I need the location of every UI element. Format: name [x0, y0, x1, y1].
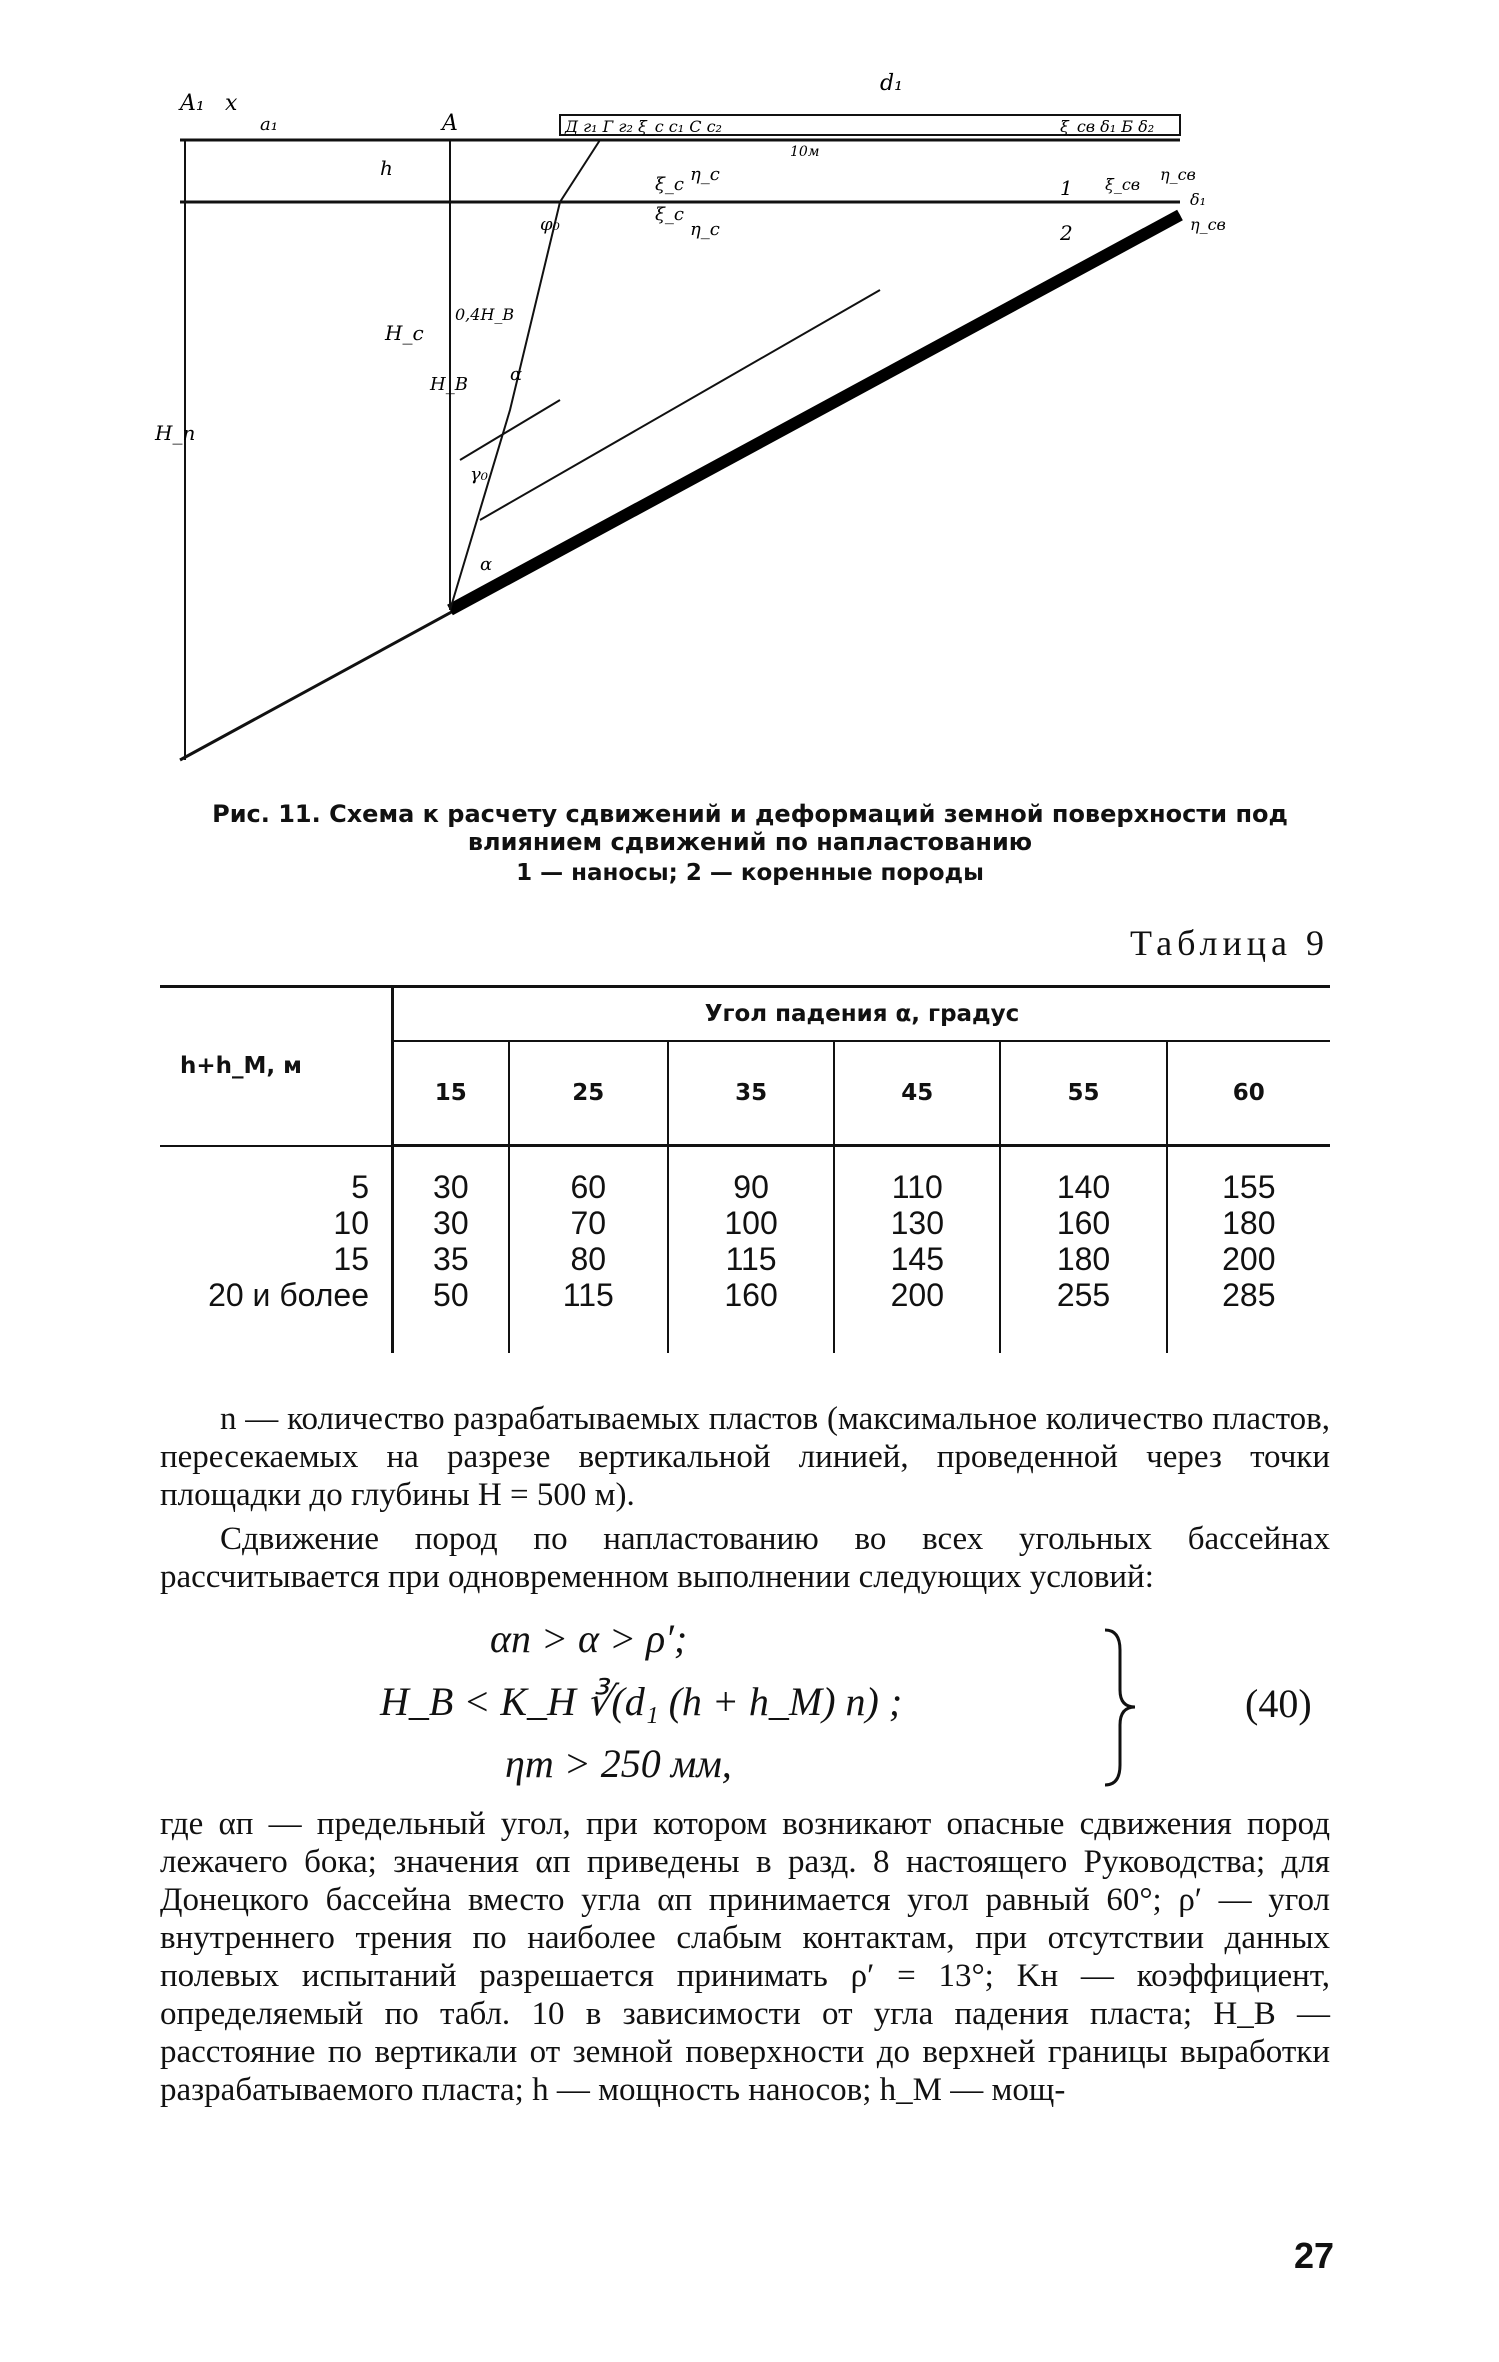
- figure-legend: 1 — наносы; 2 — коренные породы: [516, 860, 984, 886]
- label-two: 2: [1060, 221, 1073, 245]
- label-x: x: [225, 91, 238, 116]
- label-one: 1: [1060, 176, 1073, 200]
- formula-number: (40): [1245, 1681, 1312, 1726]
- angle-header: 45: [834, 1041, 1000, 1146]
- angle-header: 25: [509, 1041, 668, 1146]
- label-gamma: γ₀: [470, 464, 488, 485]
- label-delta1: δ₁: [1190, 190, 1207, 209]
- label-right-sequence: ξ_cв δ₁ Б δ₂: [1060, 117, 1155, 136]
- angle-header: 35: [668, 1041, 834, 1146]
- group-header: Угол падения α, градус: [393, 987, 1331, 1042]
- worked-seam: [450, 215, 1180, 610]
- label-hc: H_c: [385, 321, 424, 345]
- data-table: [160, 985, 1330, 1353]
- label-eta-c: η_c: [690, 164, 720, 185]
- formula-line-3: ηm > 250 мм,: [505, 1741, 732, 1786]
- label-hn: H_п: [155, 421, 196, 445]
- figure-caption-line2: влиянием сдвижений по напластованию: [467, 828, 1033, 856]
- row-label: 5 10 15 20 и более: [160, 1146, 393, 1354]
- paragraph-conditions: Сдвижение пород по напластованию во всех угольных бассейнах рассчитывается при одновременном выполнении следующих условий:: [160, 1521, 1330, 1595]
- paragraph-definitions: где αп — предельный угол, при котором возникают опасные сдвижения пород лежачего бока; значения αп приведены в разд. 8 настоящего Руководства; для Донецкого бассейна вместо угла αп принимается угол равный 60°; ρ′ — угол внутреннего трения по наиболее слабым контактам, при отсутствии данных полевых испытаний разрешается принимать ρ′ = 13°; Kн — коэффициент, определяемый по табл. 10 в зависимости от угла падения пласта; H_B — расстояние по вертикали от земной поверхности до верхней границы выработки разрабатываемого пласта; h — мощность наносов; h_M — мощ-: [160, 1806, 1330, 2108]
- table-row: [160, 1146, 1330, 1354]
- table-title: Таблица 9: [1130, 923, 1329, 963]
- col-35: 90 100 115 160: [668, 1146, 834, 1354]
- label-alpha-2: α: [480, 554, 493, 575]
- label-top-sequence: Д г₁ Г г₂ ξ_c с₁ С с₂: [565, 117, 722, 136]
- row-header: h+h_M, м: [160, 987, 393, 1146]
- page-number: 27: [1293, 2235, 1334, 2276]
- col-55: 140 160 180 255: [1000, 1146, 1166, 1354]
- figure-svg: [155, 71, 1300, 780]
- angle-header: 55: [1000, 1041, 1166, 1146]
- formula-line-1: αп > α > ρ′;: [490, 1616, 688, 1661]
- label-ten-m: 10м: [790, 144, 820, 160]
- col-45: 110 130 145 200: [834, 1146, 1000, 1354]
- label-xi-c: ξ_c: [655, 174, 684, 195]
- col-15: 30 30 35 50: [393, 1146, 509, 1354]
- label-eta-cb2: η_cв: [1190, 215, 1226, 234]
- label-a: A: [442, 111, 458, 136]
- label-xi-c2: ξ_c: [655, 204, 684, 225]
- formula-brace: [1100, 1625, 1140, 1790]
- col-60: 155 180 200 285: [1167, 1146, 1330, 1354]
- label-eta-cb: η_cв: [1160, 165, 1196, 184]
- label-h: h: [380, 156, 393, 180]
- angle-header: 15: [393, 1041, 509, 1146]
- label-alpha-1: α: [510, 364, 523, 385]
- label-xi-cb: ξ_cв: [1105, 175, 1141, 194]
- label-a1-small: a₁: [260, 114, 278, 135]
- label-eta-c2: η_c: [690, 219, 720, 240]
- col-25: 60 70 80 115: [509, 1146, 668, 1354]
- paragraph-n-definition: n — количество разрабатываемых пластов (максимальное количество пластов, пересекаемых на разрезе вертикальной линией, проведенной через точки площадки до глубины H = 500 м).: [160, 1401, 1330, 1513]
- label-d1: d₁: [880, 71, 903, 96]
- figure-caption-line1: Рис. 11. Схема к расчету сдвижений и деформаций земной поверхности под: [212, 800, 1288, 828]
- label-hb: H_B: [430, 374, 468, 395]
- angle-header: 60: [1167, 1041, 1330, 1146]
- figure-scheme: [155, 71, 1300, 780]
- label-a1: A₁: [180, 91, 205, 116]
- label-phi: φ₀: [540, 214, 560, 235]
- formula-line-2: H_B < K_H ∛(d₁ (h + h_M) n) ;: [380, 1679, 903, 1724]
- label-0-4hb: 0,4H_B: [455, 305, 515, 324]
